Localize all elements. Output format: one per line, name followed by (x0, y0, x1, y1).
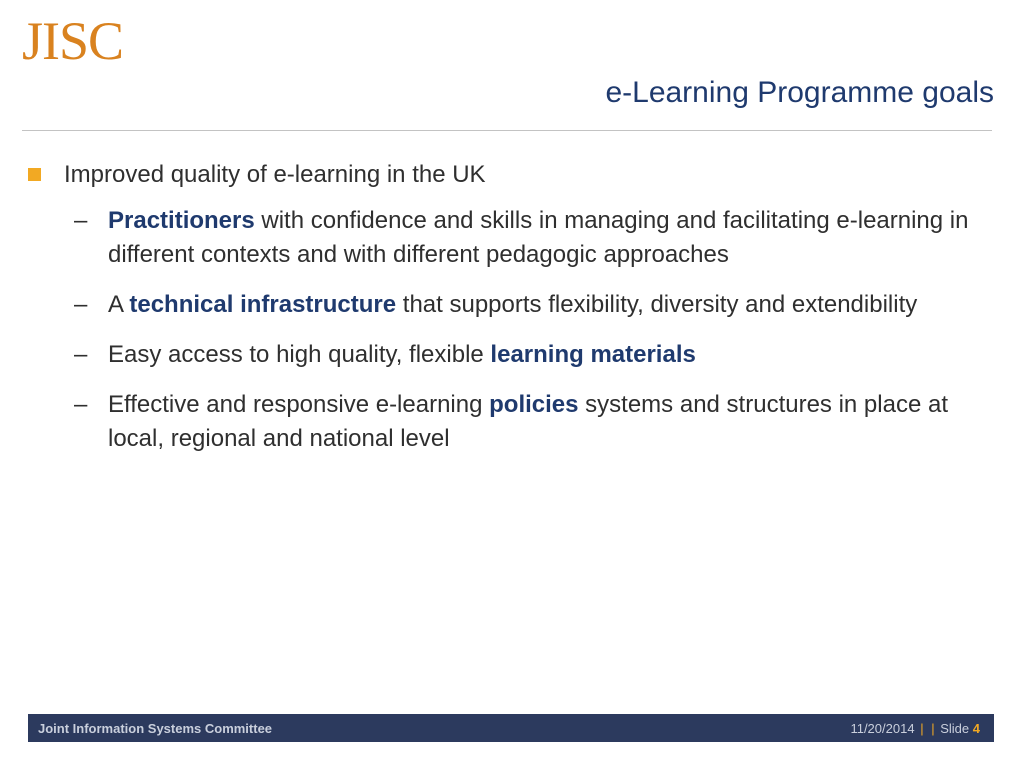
subpoint-pre: Easy access to high quality, flexible (108, 341, 491, 368)
main-bullet-text: Improved quality of e-learning in the UK (64, 161, 486, 188)
dash-marker: – (74, 207, 88, 234)
subpoint-item (0, 204, 1024, 272)
dash-marker: – (74, 291, 88, 318)
footer-slide-number: 4 (972, 721, 980, 736)
dash-marker: – (74, 391, 88, 418)
subpoint-item (0, 338, 1024, 372)
subpoint-post: that supports flexibility, diversity and extendibility (396, 291, 918, 318)
title-divider (22, 130, 992, 131)
main-bullet-item (0, 158, 1024, 192)
subpoint-bold: learning materials (490, 341, 696, 368)
subpoint-bold: policies (489, 391, 579, 418)
subpoint-post: with confidence and skills in managing and facilitating e-learning in different contexts and with different pedagogic approaches (108, 207, 969, 268)
subpoint-item (0, 388, 1024, 456)
dash-marker: – (74, 341, 88, 368)
jisc-logo: JISC (22, 11, 124, 71)
subpoint-pre: Effective and responsive e-learning (108, 391, 490, 418)
footer-meta (850, 721, 980, 736)
footer-separator: | (931, 721, 935, 736)
slide-title: e-Learning Programme goals (605, 76, 994, 109)
footer-date: 11/20/2014 (850, 721, 915, 736)
footer-separator: | (920, 721, 924, 736)
subpoint-pre: A (108, 291, 130, 318)
subpoint-bold: technical infrastructure (129, 291, 397, 318)
subpoint-post: systems and structures in place at local, regional and national level (108, 391, 948, 452)
footer-organization: Joint Information Systems Committee (38, 721, 273, 736)
slide-footer (28, 714, 994, 742)
slide-content (0, 158, 1024, 472)
subpoint-item (0, 288, 1024, 322)
square-bullet-icon (28, 168, 41, 181)
subpoint-bold: Practitioners (108, 207, 255, 234)
footer-slide-label: Slide (940, 721, 970, 736)
